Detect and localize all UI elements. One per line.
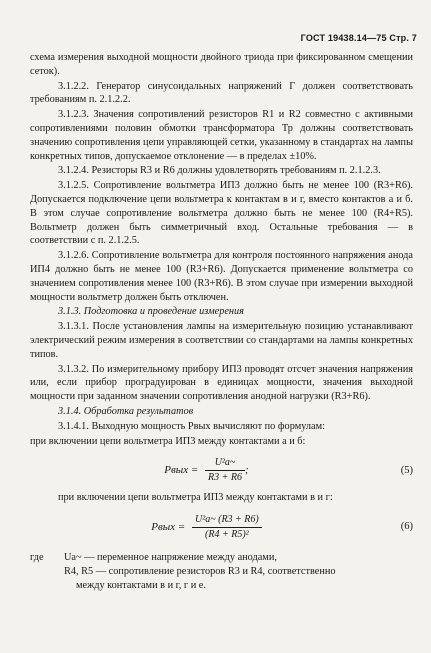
paragraph: 3.1.4.1. Выходную мощность Pвых вычисляют по формулам: (58, 420, 325, 432)
section-heading: 3.1.4. Обработка результатов (58, 405, 194, 417)
section-heading: 3.1.3. Подготовка и проведение измерения (58, 306, 244, 318)
paragraph: 3.1.2.3. Значения сопротивлений резисторов R1 и R2 совместно с активными сопротивлениями половин обмотки трансформатора Тр должны соответствовать значению сопротивления цепи управляющей сетки, указанному в стандартах на лампы конкретных типов, допускаемое отклонение — в пределах ±10%. (30, 109, 413, 162)
paragraph: при включении цепи вольтметра ИП3 между контактами в и г: (58, 491, 333, 503)
formula-number: (5) (400, 464, 413, 476)
formula-5 (30, 456, 413, 485)
formula-lhs: Pвых = (151, 520, 186, 533)
formula-tail: ; (245, 464, 249, 477)
document-body (30, 51, 413, 593)
formula-number: (6) (400, 521, 413, 533)
where-clause (30, 551, 413, 592)
paragraph: 3.1.2.5. Сопротивление вольтметра ИП3 должно быть не менее 100 (R3+R6). Допускается подключение цепи вольтметра к контактам в и г, вместо контактов а и б. В этом случае сопротивление вольтметра должно быть не менее 100 (R4+R5). Вольтметр должен быть симметричный вход. Остальные требования — в соответствии с п. 2.1.2.5. (30, 180, 413, 247)
paragraph: при включении цепи вольтметра ИП3 между контактами а и б: (30, 435, 306, 447)
formula-fraction (192, 513, 262, 542)
formula-6 (30, 513, 413, 542)
formula-fraction (205, 456, 245, 485)
page-header: ГОСТ 19438.14—75 Стр. 7 (300, 33, 417, 43)
formula-numerator: U²а~ (205, 456, 245, 471)
formula-numerator: U²а~ (R3 + R6) (192, 513, 262, 528)
paragraph: 3.1.3.2. По измерительному прибору ИП3 проводят отсчет значения напряжения или, если прибор проградуирован в единицах мощности, значения выходной мощности при заданном значении сопротивления анодной нагрузки (R3+R6). (30, 363, 413, 403)
paragraph: 3.1.2.2. Генератор синусоидальных напряжений Г должен соответствовать требованиям п. 2.1.2.2. (30, 80, 413, 106)
where-line: между контактами в и г, г и е. (76, 579, 206, 591)
paragraph: 3.1.3.1. После установления лампы на измерительную позицию устанавливают электрический режим измерения в соответствии со стандартами на лампы конкретных типов. (30, 321, 413, 360)
paragraph: схема измерения выходной мощности двойного триода при фиксированном смещении сеток). (30, 52, 413, 77)
formula-lhs: Pвых = (164, 464, 199, 477)
where-label: где (30, 552, 44, 564)
formula-denominator: (R4 + R5)² (205, 528, 249, 540)
paragraph: 3.1.2.4. Резисторы R3 и R6 должны удовлетворять требованиям п. 2.1.2.3. (58, 165, 381, 177)
where-line: R4, R5 — сопротивление резисторов R3 и R4, соответственно (64, 566, 336, 578)
formula-denominator: R3 + R6 (208, 472, 243, 484)
where-line: Uа~ — переменное напряжение между анодами, (64, 552, 277, 564)
paragraph: 3.1.2.6. Сопротивление вольтметра для контроля постоянного напряжения анода ИП4 должно быть не менее 100 (R3+R6). Допускается применение вольтметра со значением сопротивления менее 100 (R3+R6). В этом случае при измерении выходной мощности вольтметр должен быть отключен. (30, 250, 413, 303)
